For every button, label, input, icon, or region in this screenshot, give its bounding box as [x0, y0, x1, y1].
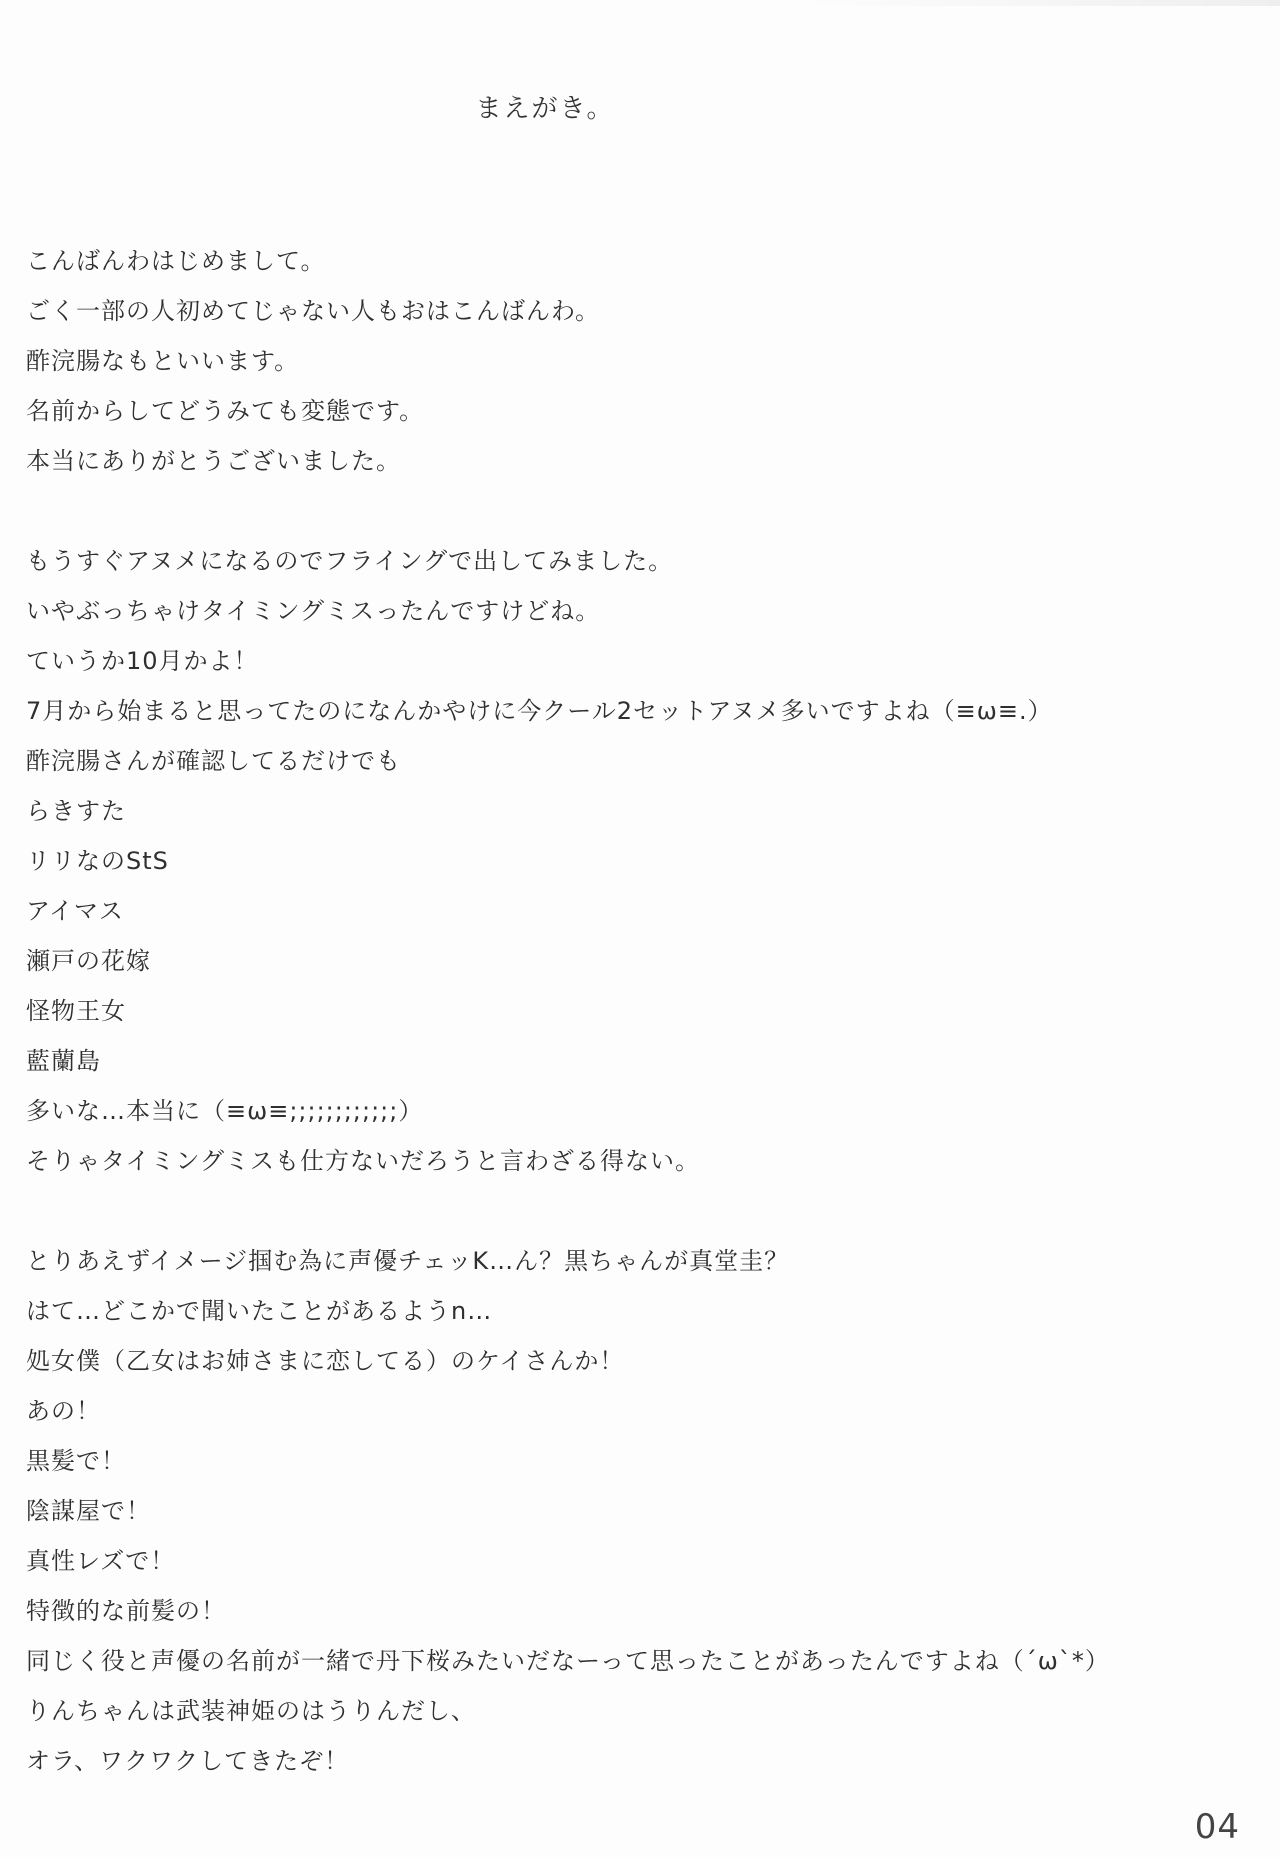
text-line: 本当にありがとうございました。: [26, 447, 401, 475]
scan-edge-shadow: [800, 0, 1280, 6]
text-line: 藍蘭島: [26, 1047, 101, 1075]
text-line: 酢浣腸なもといいます。: [26, 347, 300, 375]
text-line: ごく一部の人初めてじゃない人もおはこんばんわ。: [26, 297, 601, 325]
text-line: 名前からしてどうみても変態です。: [26, 397, 425, 425]
text-line: 7月から始まると思ってたのになんかやけに今クール2セットアヌメ多いですよね（≡ω≡.）: [26, 697, 1053, 725]
text-line: もうすぐアヌメになるのでフライングで出してみました。: [26, 547, 674, 575]
text-line: 同じく役と声優の名前が一緒で丹下桜みたいだなーって思ったことがあったんですよね（´ω`*）: [26, 1647, 1110, 1675]
paragraph-spacer: [26, 486, 1266, 536]
text-line: らきすた: [26, 797, 126, 825]
text-line: ていうか10月かよ！: [26, 647, 259, 675]
text-line: リリなのStS: [26, 847, 169, 875]
text-line: 処女僕（乙女はお姉さまに恋してる）のケイさんか！: [26, 1347, 625, 1375]
text-line: とりあえずイメージ掴む為に声優チェッK…ん？黒ちゃんが真堂圭？: [26, 1247, 790, 1275]
text-line: そりゃタイミングミスも仕方ないだろうと言わざる得ない。: [26, 1147, 701, 1175]
text-line: 酢浣腸さんが確認してるだけでも: [26, 747, 401, 775]
paragraph-spacer: [26, 1186, 1266, 1236]
text-line: オラ、ワクワクしてきたぞ！: [26, 1747, 350, 1775]
text-line: りんちゃんは武装神姫のはうりんだし、: [26, 1697, 476, 1725]
preface-body: [26, 236, 1266, 1786]
page-number: 04: [1194, 1807, 1240, 1847]
text-line: あの！: [26, 1397, 101, 1425]
text-line: 怪物王女: [26, 997, 126, 1025]
text-line: はて…どこかで聞いたことがあるようn…: [26, 1297, 493, 1325]
text-line: 黒髪で！: [26, 1447, 126, 1475]
text-line: いやぶっちゃけタイミングミスったんですけどね。: [26, 597, 601, 625]
text-line: 特徴的な前髪の！: [26, 1597, 226, 1625]
text-line: 真性レズで！: [26, 1547, 176, 1575]
text-line: アイマス: [26, 897, 124, 925]
text-line: 瀬戸の花嫁: [26, 947, 151, 975]
text-line: 陰謀屋で！: [26, 1497, 151, 1525]
text-line: こんばんわはじめまして。: [26, 247, 326, 275]
text-line: 多いな…本当に（≡ω≡;;;;;;;;;;;;）: [26, 1097, 424, 1125]
page-title: まえがき。: [475, 94, 615, 124]
